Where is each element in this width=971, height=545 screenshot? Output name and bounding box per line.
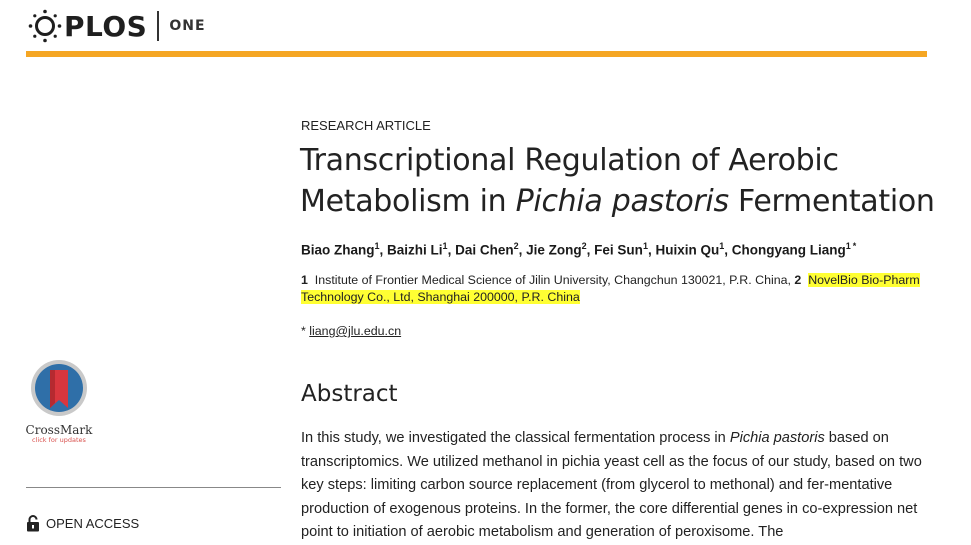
author-affiliation-mark: 2 xyxy=(581,241,587,251)
author-separator: , xyxy=(518,242,527,258)
header-accent-rule xyxy=(26,51,927,57)
title-species-italic: Pichia pastoris xyxy=(515,184,729,219)
abstract-text-part: In this study, we investigated the classical fermentation process in xyxy=(301,430,730,446)
brand-name: PLOS xyxy=(64,9,148,43)
crossmark-label: CrossMark xyxy=(25,423,93,437)
crossmark-icon xyxy=(29,358,89,418)
author-affiliation-mark: 2 xyxy=(513,241,519,251)
correspondence-email-link[interactable]: liang@jlu.edu.cn xyxy=(309,324,402,338)
author-name[interactable]: Fei Sun xyxy=(594,242,643,258)
plos-one-logo[interactable] xyxy=(28,8,206,44)
abstract-species-italic: Pichia pastoris xyxy=(729,430,825,446)
correspondence xyxy=(301,324,401,338)
affiliation-text: Institute of Frontier Medical Science of Jilin University, Changchun 130021, P.R. China, xyxy=(314,273,791,287)
author-affiliation-mark: 1 xyxy=(442,241,448,251)
abstract-heading: Abstract xyxy=(301,381,398,407)
open-lock-icon xyxy=(26,515,40,532)
crossmark-subtext: click for updates xyxy=(32,436,86,444)
author-name[interactable]: Dai Chen xyxy=(455,242,514,258)
author-name[interactable]: Huixin Qu xyxy=(655,242,720,258)
open-access-label: OPEN ACCESS xyxy=(46,516,140,531)
author-separator: , xyxy=(647,242,656,258)
abstract-text-part: based on transcriptomics. We utilized methanol in pichia yeast cell as the focus of our study, based on two key steps: limiting carbon source replacement (from glycerol to methonal) and fer-mentative production of exogenous proteins. In the former, the core differential genes in co-expression net point to initiation of aerobic metabolism and generation of peroxisome. The xyxy=(301,430,922,540)
author-separator: , xyxy=(586,242,595,258)
article-title xyxy=(300,140,940,222)
affiliations xyxy=(301,272,941,306)
corresponding-author-mark: * xyxy=(852,241,857,251)
sidebar-divider xyxy=(26,487,281,488)
author-name[interactable]: Baizhi Li xyxy=(387,242,443,258)
author-name[interactable]: Chongyang Liang xyxy=(731,242,846,258)
author-name[interactable]: Biao Zhang xyxy=(301,242,375,258)
affiliation-number: 1 xyxy=(301,273,308,287)
crossmark-badge[interactable] xyxy=(24,358,94,444)
author-separator: , xyxy=(447,242,456,258)
abstract-text xyxy=(301,427,931,545)
article-type-label: RESEARCH ARTICLE xyxy=(301,118,431,133)
author-affiliation-mark: 1 xyxy=(642,241,648,251)
author-separator: , xyxy=(724,242,732,258)
affiliation-number: 2 xyxy=(794,273,802,287)
author-list xyxy=(301,241,856,258)
correspondence-mark: * xyxy=(301,324,306,338)
author-affiliation-mark: 1 xyxy=(374,241,380,251)
title-part-2: Fermentation xyxy=(728,184,935,219)
plos-sunburst-icon xyxy=(28,9,62,43)
author-affiliation-mark: 1 xyxy=(719,241,725,251)
logo-divider xyxy=(157,11,159,41)
open-access-badge xyxy=(26,515,139,532)
highlighted-affiliation-text: NovelBio Bio-Pharm Technology Co., Ltd, Shanghai 200000, P.R. China xyxy=(301,273,920,304)
author-separator: , xyxy=(379,242,388,258)
title-part-1: Transcriptional Regulation of Aerobic Metabolism in xyxy=(300,143,839,219)
author-affiliation-mark: 1 xyxy=(845,241,851,251)
author-name[interactable]: Jie Zong xyxy=(526,242,582,258)
journal-name: ONE xyxy=(169,18,206,34)
